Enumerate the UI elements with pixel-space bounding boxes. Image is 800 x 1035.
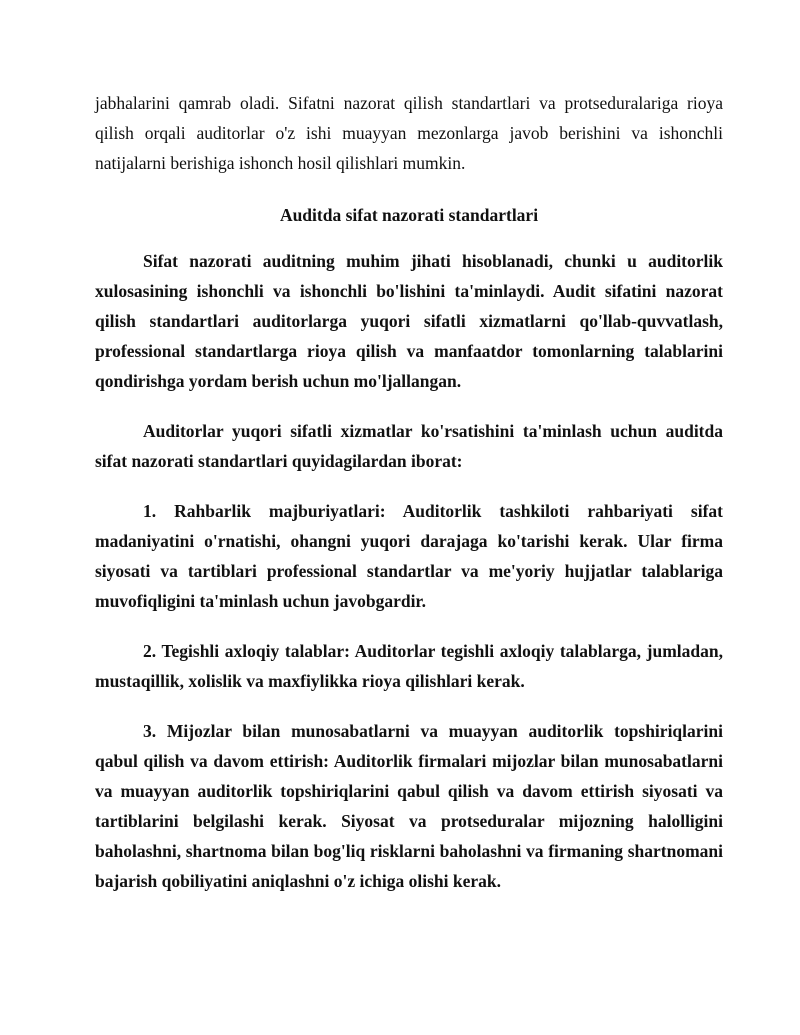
list-item-ethics: 2. Tegishli axloqiy talablar: Auditorlar tegishli axloqiy talablarga, jumladan, mustaqillik, xolislik va maxfiylikka rioya qilishlari kerak.: [95, 641, 723, 691]
paragraph-standards-intro: Auditorlar yuqori sifatli xizmatlar ko'rsatishini ta'minlash uchun auditda sifat nazorati standartlari quyidagilardan iborat:: [95, 421, 723, 471]
list-item-leadership: 1. Rahbarlik majburiyatlari: Auditorlik tashkiloti rahbariyati sifat madaniyatini o'rnatishi, ohangni yuqori darajaga ko'tarishi kerak. Ular firma siyosati va tartiblari professional standartlar va me'yoriy hujjatlar talablariga muvofiqligini ta'minlash uchun javobgardir.: [95, 501, 723, 611]
section-heading: Auditda sifat nazorati standartlari: [279, 205, 539, 225]
intro-paragraph: jabhalarini qamrab oladi. Sifatni nazorat qilish standartlari va protseduralariga rioya qilish orqali auditorlar o'z ishi muayyan mezonlarga javob berishini va ishonchli natijalarni berishiga ishonch hosil qilishlari mumkin.: [95, 93, 723, 173]
document-page: [95, 88, 723, 896]
paragraph-quality-control: Sifat nazorati auditning muhim jihati hisoblanadi, chunki u auditorlik xulosasining ishonchli va ishonchli bo'lishini ta'minlaydi. Audit sifatini nazorat qilish standartlari auditorlarga yuqori sifatli xizmatlarni qo'llab-quvvatlash, professional standartlarga rioya qilish va manfaatdor tomonlarning talablarini qondirishga yordam berish uchun mo'ljallangan.: [95, 251, 723, 391]
list-item-client-acceptance: 3. Mijozlar bilan munosabatlarni va muayyan auditorlik topshiriqlarini qabul qilish va davom ettirish: Auditorlik firmalari mijozlar bilan munosabatlarni va muayyan auditorlik topshiriqlarini qabul qilish va davom ettirish siyosati va tartiblarini belgilashi kerak. Siyosat va protseduralar mijozning halolligini baholashni, shartnoma bilan bog'liq risklarni baholashni va firmaning shartnomani bajarish qobiliyatini aniqlashni o'z ichiga olishi kerak.: [95, 721, 723, 891]
